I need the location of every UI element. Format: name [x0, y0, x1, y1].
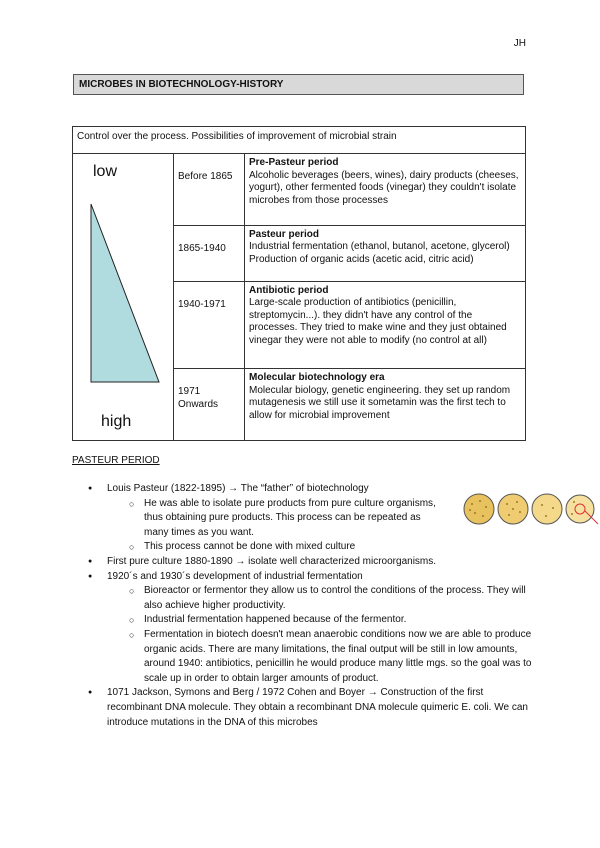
history-table [72, 126, 526, 441]
period-description [245, 154, 526, 226]
scale-high-label: high [101, 413, 132, 430]
list-item: ○ Industrial fermentation happened because of the fermentor. [72, 613, 532, 628]
period-text: Alcoholic beverages (beers, wines), dairy products (cheeses, yogurt), other fermented foods (vinegar) they couldn't isolate microbes from those processes [249, 169, 519, 206]
control-triangle-icon [89, 202, 161, 384]
period-description [245, 369, 526, 441]
list-item: ● First pure culture 1880-1890 → isolate well characterized microorganisms. [72, 555, 532, 570]
scale-low-label: low [93, 163, 118, 180]
petri-dish-icon [462, 492, 600, 526]
period-date: Before 1865 [174, 154, 245, 226]
list-item: ○ This process cannot be done with mixed culture [72, 540, 532, 555]
period-text: Industrial fermentation (ethanol, butanol, acetone, glycerol) Production of organic acids (acetic acid, citric acid) [249, 241, 510, 265]
section-heading: PASTEUR PERIOD [72, 455, 160, 466]
page-title: MICROBES IN BIOTECHNOLOGY-HISTORY [73, 74, 524, 95]
list-item: ● 1071 Jackson, Symons and Berg / 1972 Cohen and Boyer → Construction of the first recombinant DNA molecule. They obtain a recombinant DNA molecule quimeric E. coli. We can introduce mutations in the DNA of this microbes [72, 686, 532, 730]
period-date: 1971 Onwards [174, 369, 245, 441]
list-item: ● 1920´s and 1930´s development of industrial fermentation [72, 570, 532, 585]
author-initials: JH [513, 38, 526, 49]
period-title: Pasteur period [249, 228, 320, 240]
period-text: Large-scale production of antibiotics (penicillin, streptomycin...). they didn't have any control of the processes. They tried to make wine and they just obtained vinegar they were not able to modify (no control at all) [249, 297, 507, 346]
list-item: ○ He was able to isolate pure products from pure culture organisms, thus obtaining pure products. This process can be repeated as many times as you want. [72, 497, 445, 541]
period-description [245, 225, 526, 281]
list-item: ○ Bioreactor or fermentor they allow us to control the conditions of the process. They will also achieve higher productivity. [72, 584, 532, 613]
period-title: Antibiotic period [249, 284, 329, 296]
period-text: Molecular biology, genetic engineering. they set up random mutagenesis we still use it sometamin was the first tech to allow for microbial improvement [249, 384, 511, 421]
table-row [73, 154, 526, 226]
period-date: 1865-1940 [174, 225, 245, 281]
list-item: ● Louis Pasteur (1822-1895) → The “father” of biotechnology [72, 482, 532, 497]
list-item: ○ Fermentation in biotech doesn't mean anaerobic conditions now we are able to produce organic acids. There are many limitations, the final output will be still in low amounts, around 1940: antibiotics, penicillin he would produce many little mgs. so the goal was to scale up in order to obtain larger amounts of product. [72, 628, 532, 686]
period-title: Molecular biotechnology era [249, 372, 385, 384]
table-header: Control over the process. Possibilities of improvement of microbial strain [73, 127, 526, 154]
period-date: 1940-1971 [174, 281, 245, 368]
control-scale [73, 154, 174, 441]
period-description [245, 281, 526, 368]
period-title: Pre-Pasteur period [249, 157, 339, 168]
